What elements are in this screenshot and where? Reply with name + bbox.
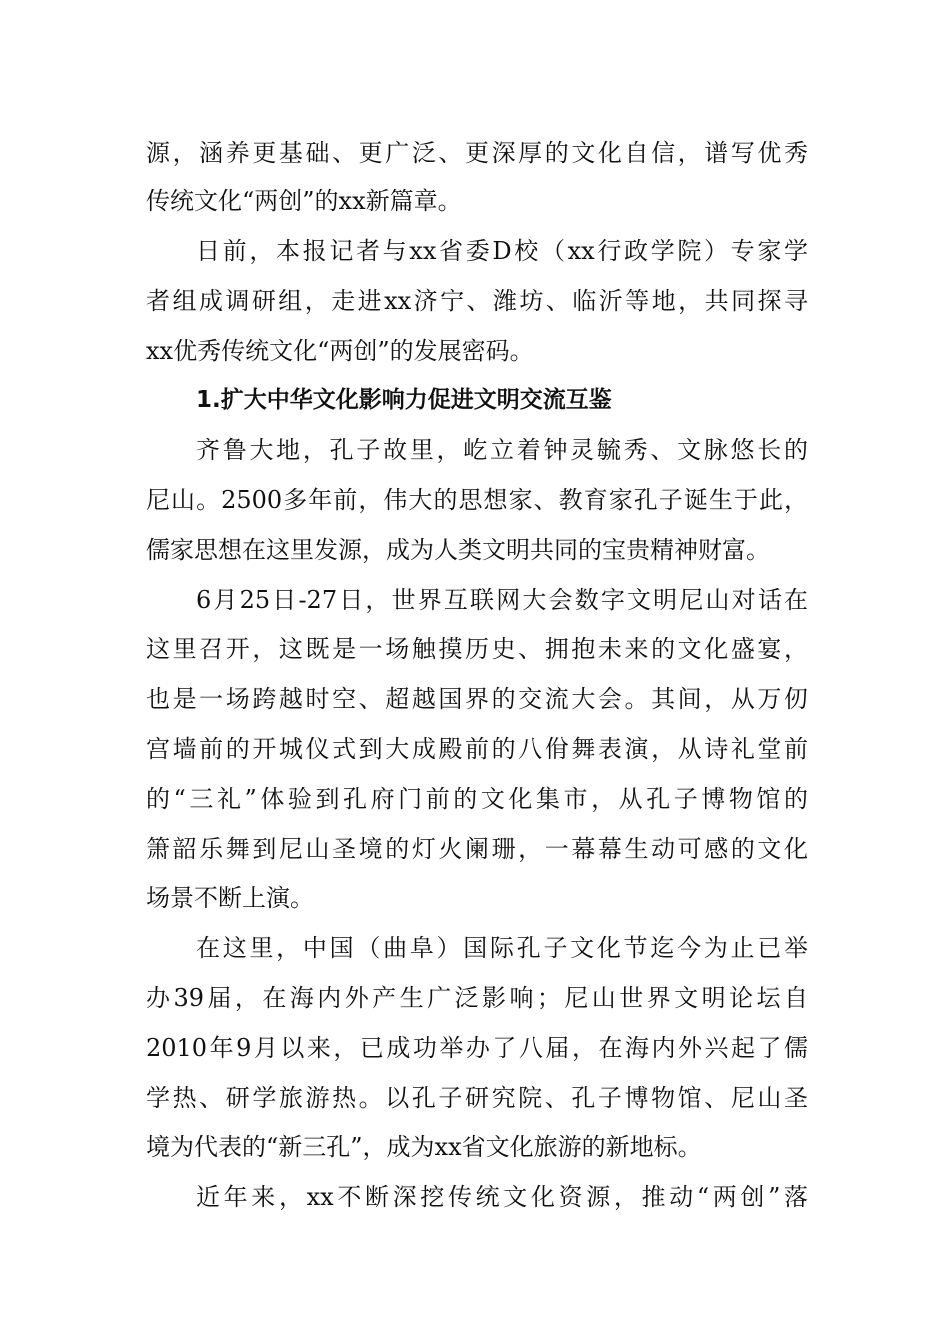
body-line: 齐鲁大地，孔子故里，屹立着钟灵毓秀、文脉悠长的: [196, 436, 808, 464]
body-line: 境为代表的“新三孔”，成为xx省文化旅游的新地标。: [146, 1133, 702, 1161]
body-line: 这里召开，这既是一场触摸历史、拥抱未来的文化盛宴，: [146, 635, 808, 663]
body-line: 学热、研学旅游热。以孔子研究院、孔子博物馆、尼山圣: [146, 1084, 808, 1112]
body-line: 源，涵养更基础、更广泛、更深厚的文化自信，谱写优秀: [146, 139, 808, 167]
body-line: 传统文化“两创”的xx新篇章。: [146, 187, 462, 215]
body-line: 6月25日-27日，世界互联网大会数字文明尼山对话在: [196, 586, 808, 614]
body-line: 宫墙前的开城仪式到大成殿前的八佾舞表演，从诗礼堂前: [146, 735, 808, 763]
body-line: 箫韶乐舞到尼山圣境的灯火阑珊，一幕幕生动可感的文化: [146, 835, 808, 863]
body-line: 儒家思想在这里发源，成为人类文明共同的宝贵精神财富。: [146, 536, 770, 564]
body-line: 2010年9月以来，已成功举办了八届，在海内外兴起了儒: [146, 1034, 808, 1062]
body-line: 尼山。2500多年前，伟大的思想家、教育家孔子诞生于此，: [146, 486, 808, 514]
body-line: xx优秀传统文化“两创”的发展密码。: [146, 337, 534, 365]
body-line: 近年来，xx不断深挖传统文化资源，推动“两创”落: [196, 1183, 808, 1211]
body-line: 场景不断上演。: [146, 884, 314, 912]
section-heading: 1.扩大中华文化影响力促进文明交流互鉴: [196, 387, 612, 413]
body-line: 也是一场跨越时空、超越国界的交流大会。其间，从万仞: [146, 685, 808, 713]
body-line: 的“三礼”体验到孔府门前的文化集市，从孔子博物馆的: [146, 785, 808, 813]
body-line: 在这里，中国（曲阜）国际孔子文化节迄今为止已举: [196, 934, 808, 962]
body-line: 者组成调研组，走进xx济宁、潍坊、临沂等地，共同探寻: [146, 287, 808, 315]
body-line: 办39届，在海内外产生广泛影响；尼山世界文明论坛自: [146, 984, 808, 1012]
body-line: 日前，本报记者与xx省委D校（xx行政学院）专家学: [196, 237, 808, 265]
